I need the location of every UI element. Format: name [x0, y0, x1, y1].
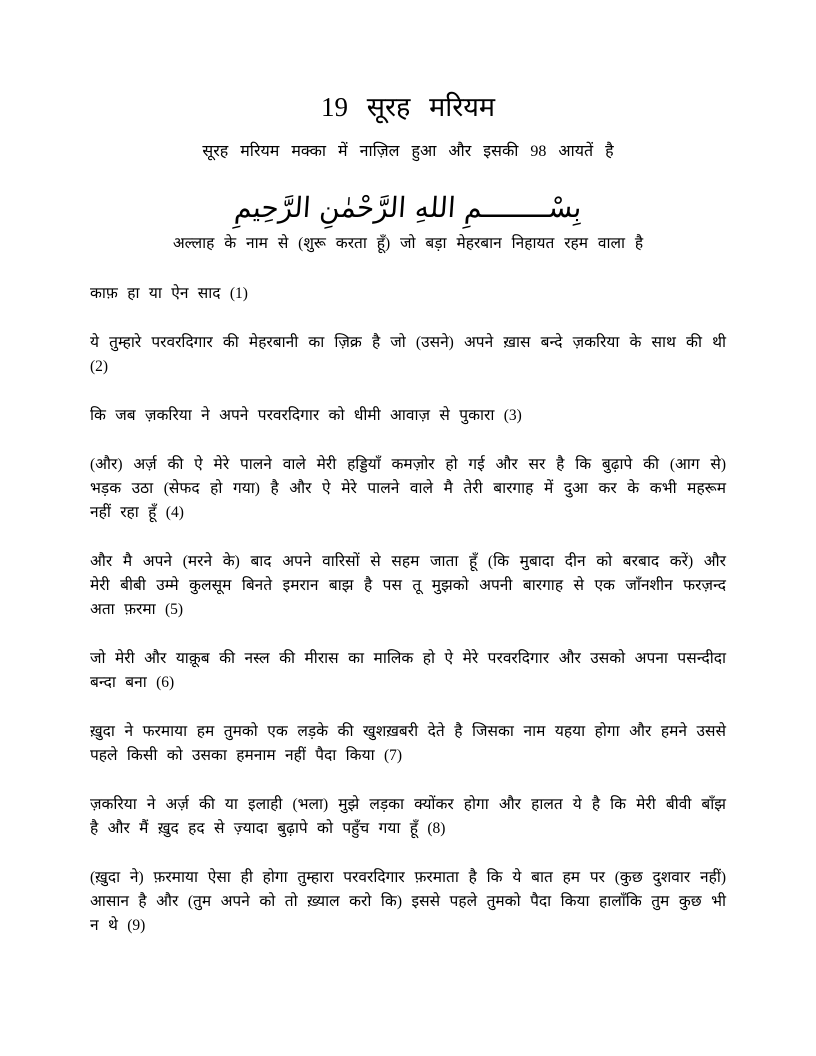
- verse-6: जो मेरी और याक़ूब की नस्ल की मीरास का मालिक हो ऐ मेरे परवरदिगार और उसको अपना पसन्दीदा बन्दा बना (6): [90, 650, 726, 691]
- verse-7: खु़दा ने फरमाया हम तुमको एक लड़के की खुशख़बरी देते है जिसका नाम यहया होगा और हमने उससे पहले किसी को उसका हमनाम नहीं पैदा किया (7): [90, 723, 726, 764]
- verse-5: और मै अपने (मरने के) बाद अपने वारिसों से सहम जाता हूँ (कि मुबादा दीन को बरबाद करें) और मेरी बीबी उम्मे कुलसूम बिनते इमरान बाझ है पस तू मुझको अपनी बारगाह से एक जाँनशीन फरज़न्द अता फ़रमा (5): [90, 553, 726, 618]
- verse-1: काफ़ हा या ऐन साद (1): [90, 285, 248, 302]
- verse-4: (और) अर्ज़ की ऐ मेरे पालने वाले मेरी हड्डियाँ कमज़ोर हो गई और सर है कि बुढ़ापे की (आग से) भड़क उठा (सेफद हो गया) है और ऐ मेरे पालने वाले मै तेरी बारगाह में दुआ कर के कभी महरूम नहीं रहा हूँ (4): [90, 456, 726, 521]
- verse-8: ज़करिया ने अर्ज़ की या इलाही (भला) मुझे लड़का क्योंकर होगा और हालत ये है कि मेरी बीवी बाँझ है और मैं खु़द हद से ज़्यादा बुढ़ापे को पहुँच गया हूँ (8): [90, 796, 726, 837]
- bismillah-translation: अल्लाह के नाम से (शुरू करता हूँ) जो बड़ा मेहरबान निहायत रहम वाला है: [172, 235, 644, 252]
- verse-2: ये तुम्हारे परवरदिगार की मेहरबानी का ज़िक्र है जो (उसने) अपने ख़ास बन्दे ज़करिया के साथ की थी (2): [90, 334, 726, 375]
- verse-3: कि जब ज़करिया ने अपने परवरदिगार को धीमी आवाज़ से पुकारा (3): [90, 407, 522, 424]
- surah-subtitle: सूरह मरियम मक्का में नाज़िल हुआ और इसकी 98 आयतें है: [202, 143, 614, 160]
- page-title: 19 सूरह मरियम: [320, 92, 496, 122]
- verse-9: (खु़दा ने) फ़रमाया ऐसा ही होगा तुम्हारा परवरदिगार फ़रमाता है कि ये बात हम पर (कुछ दुशवार नहीं) आसान है और (तुम अपने को तो ख़्याल करो कि) इससे पहले तुमको पैदा किया हालाँकि तुम कुछ भी न थे (9): [90, 869, 726, 934]
- bismillah-calligraphy: بِسْــــــــمِ اللهِ الرَّحْمٰنِ الرَّحِيمِ: [233, 191, 583, 224]
